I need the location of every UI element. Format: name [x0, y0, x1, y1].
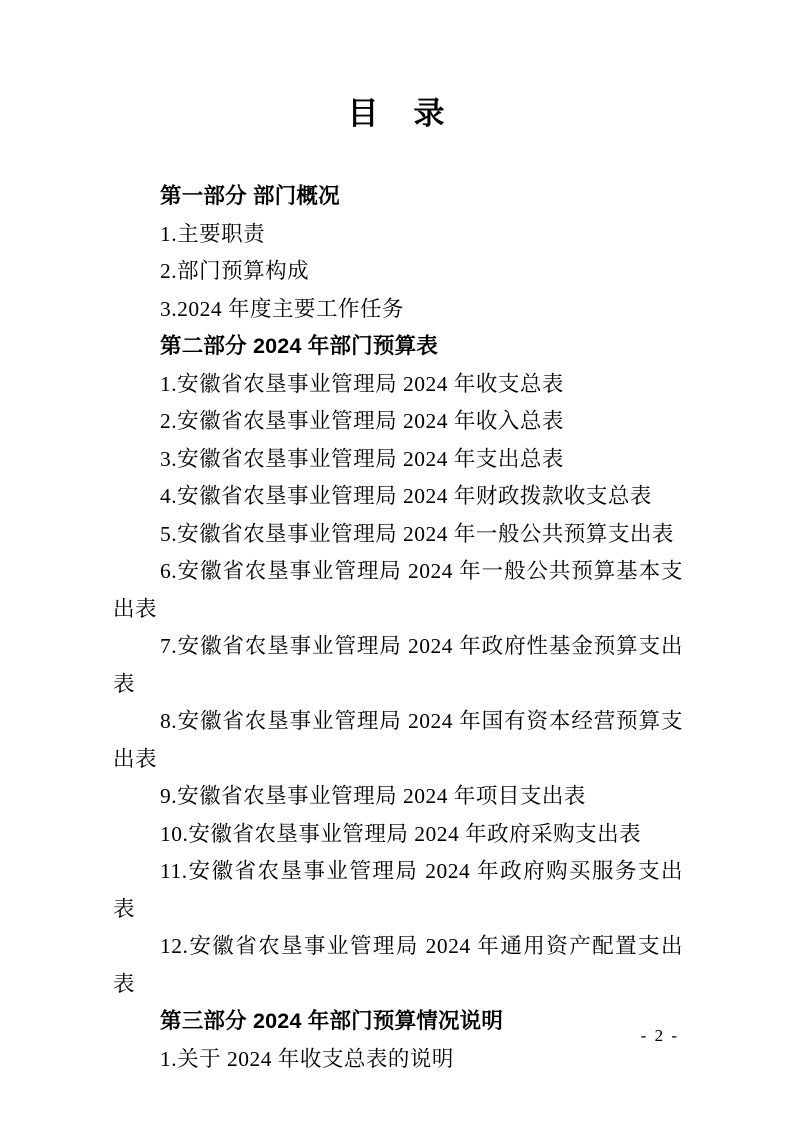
- toc-item-part2-10: 10.安徽省农垦事业管理局 2024 年政府采购支出表: [160, 821, 642, 846]
- toc-item-part1-3: 3.2024 年度主要工作任务: [160, 296, 405, 321]
- toc-item-part2-2: 2.安徽省农垦事业管理局 2024 年收入总表: [160, 409, 564, 433]
- section-heading-part2: 第二部分 2024 年部门预算表: [160, 334, 438, 358]
- page-number: - 2 -: [640, 1026, 679, 1045]
- toc-item-part2-6: 6.安徽省农垦事业管理局 2024 年一般公共预算基本支出表: [113, 559, 683, 621]
- section-heading-part3: 第三部分 2024 年部门预算情况说明: [160, 1009, 504, 1033]
- toc-item-part2-12: 12.安徽省农垦事业管理局 2024 年通用资产配置支出表: [113, 934, 683, 996]
- toc-item-part1-1: 1.主要职责: [160, 221, 266, 246]
- section-heading-part1: 第一部分 部门概况: [160, 184, 340, 208]
- toc-item-part2-8: 8.安徽省农垦事业管理局 2024 年国有资本经营预算支出表: [113, 709, 683, 771]
- document-title: 目 录: [347, 96, 447, 131]
- toc-item-part3-1: 1.关于 2024 年收支总表的说明: [160, 1046, 454, 1071]
- toc-item-part2-4: 4.安徽省农垦事业管理局 2024 年财政拨款收支总表: [160, 484, 652, 508]
- toc-item-part2-11: 11.安徽省农垦事业管理局 2024 年政府购买服务支出表: [113, 859, 683, 921]
- toc-item-part2-9: 9.安徽省农垦事业管理局 2024 年项目支出表: [160, 784, 586, 808]
- toc-item-part1-2: 2.部门预算构成: [160, 259, 310, 283]
- toc-item-part2-5: 5.安徽省农垦事业管理局 2024 年一般公共预算支出表: [160, 521, 674, 546]
- toc-item-part2-3: 3.安徽省农垦事业管理局 2024 年支出总表: [160, 446, 564, 471]
- toc-item-part2-7: 7.安徽省农垦事业管理局 2024 年政府性基金预算支出表: [113, 634, 683, 696]
- toc-item-part2-1: 1.安徽省农垦事业管理局 2024 年收支总表: [160, 371, 564, 396]
- table-of-contents: [113, 178, 683, 1078]
